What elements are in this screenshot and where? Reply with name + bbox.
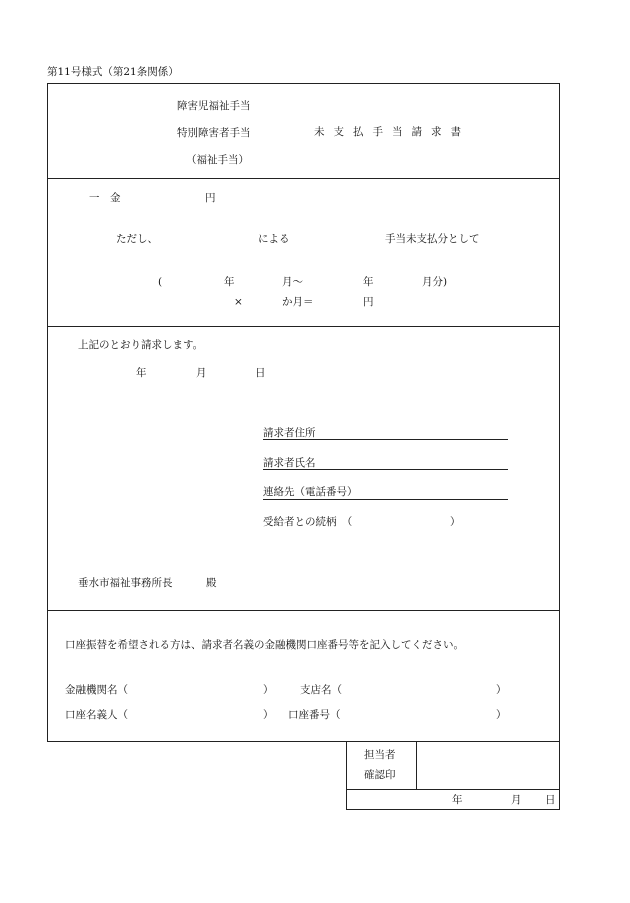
period-month-to: 月分) bbox=[422, 276, 448, 288]
period-nen-2: 年 bbox=[363, 276, 374, 288]
address-line[interactable] bbox=[263, 439, 508, 440]
name-line[interactable] bbox=[263, 469, 508, 470]
institution-close: ） bbox=[263, 684, 274, 696]
bank-note: 口座振替を希望される方は、請求者名義の金融機関口座番号等を記入してください。 bbox=[65, 639, 464, 651]
request-statement: 上記のとおり請求します。 bbox=[78, 339, 204, 351]
divider-amount bbox=[47, 326, 560, 327]
stamp-divider-h bbox=[346, 789, 560, 790]
times-sign: × bbox=[234, 296, 243, 308]
addressee: 垂水市福祉事務所長 bbox=[78, 577, 173, 589]
form-title: 未支払手当請求書 bbox=[314, 126, 470, 138]
address-label: 請求者住所 bbox=[263, 427, 316, 439]
period-open: ( bbox=[158, 276, 163, 288]
allowance-special: 特別障害者手当 bbox=[177, 127, 251, 139]
account-label: 口座番号（ bbox=[288, 709, 341, 721]
holder-label: 口座名義人（ bbox=[65, 709, 128, 721]
name-label: 請求者氏名 bbox=[263, 457, 316, 469]
stamp-date-nen: 年 bbox=[452, 794, 463, 806]
branch-label: 支店名（ bbox=[300, 684, 342, 696]
branch-close: ） bbox=[496, 684, 507, 696]
date-nen: 年 bbox=[136, 367, 147, 379]
stamp-divider-v bbox=[416, 741, 417, 789]
period-month-from: 月～ bbox=[282, 276, 303, 288]
stamp-date-hi: 日 bbox=[545, 794, 556, 806]
stamp-staff: 担当者 bbox=[364, 749, 396, 761]
niyoru-label: による bbox=[258, 233, 290, 245]
kagetsu-label: か月＝ bbox=[282, 296, 314, 308]
date-tsuki: 月 bbox=[196, 367, 207, 379]
divider-header bbox=[47, 178, 560, 179]
account-close: ） bbox=[496, 709, 507, 721]
yen-label: 円 bbox=[205, 192, 216, 204]
holder-close: ） bbox=[263, 709, 274, 721]
contact-line[interactable] bbox=[263, 499, 508, 500]
form-number: 第11号様式（第21条関係） bbox=[47, 66, 179, 78]
stamp-date-tsuki: 月 bbox=[511, 794, 522, 806]
tadashi-label: ただし、 bbox=[116, 233, 158, 245]
institution-label: 金融機関名（ bbox=[65, 684, 128, 696]
allowance-child: 障害児福祉手当 bbox=[177, 100, 251, 112]
relation-close: ） bbox=[450, 516, 461, 528]
period-nen: 年 bbox=[224, 276, 235, 288]
yen-label-2: 円 bbox=[363, 296, 374, 308]
date-hi: 日 bbox=[255, 367, 266, 379]
contact-label: 連絡先（電話番号） bbox=[263, 486, 358, 498]
relation-label: 受給者との続柄 （ bbox=[263, 516, 353, 528]
addressee-dono: 殿 bbox=[206, 577, 217, 589]
unpaid-label: 手当未支払分として bbox=[385, 233, 480, 245]
divider-request bbox=[47, 610, 560, 611]
ichikin-label: 一 金 bbox=[89, 192, 121, 204]
stamp-confirm: 確認印 bbox=[364, 769, 396, 781]
allowance-welfare: （福祉手当） bbox=[186, 154, 249, 166]
